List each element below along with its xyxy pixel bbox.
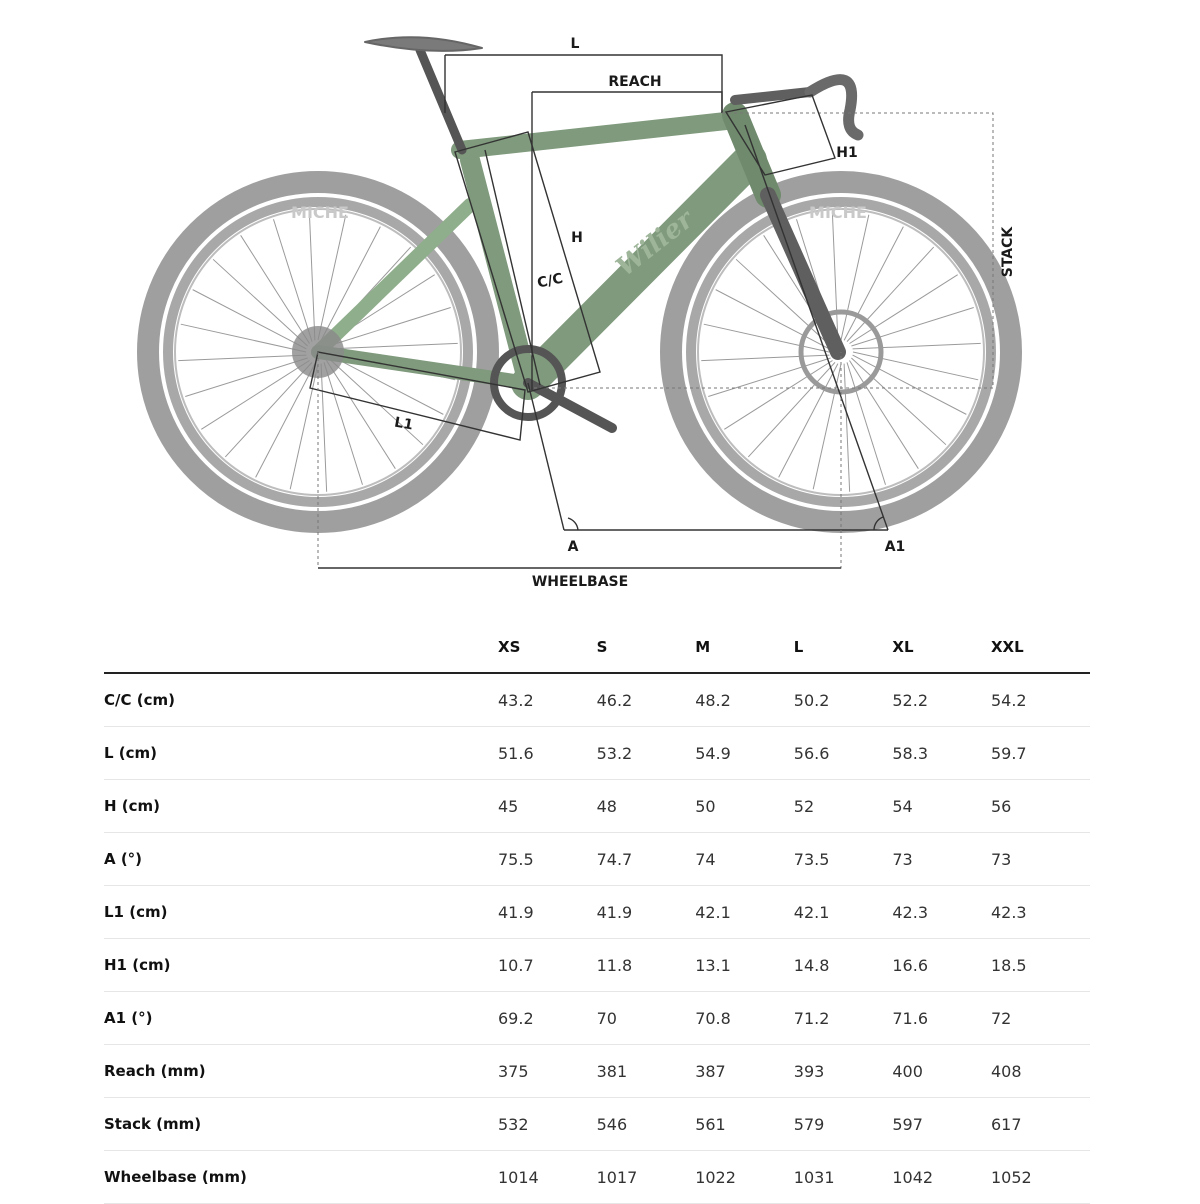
- table-cell: 74.7: [596, 849, 633, 869]
- table-row: [104, 1151, 1090, 1204]
- saddle: [365, 37, 482, 51]
- wheel-spoke: [324, 362, 363, 484]
- frame-brand-logo: Wilier: [610, 204, 700, 283]
- wheel-spoke: [701, 355, 829, 361]
- table-cell: 381: [596, 1061, 628, 1081]
- table-cell: 48.2: [695, 690, 731, 710]
- table-cell: 13.1: [695, 955, 731, 975]
- wheel-spoke: [256, 364, 315, 478]
- header-cell-xs: XS: [498, 638, 521, 656]
- label-a: A: [567, 539, 579, 555]
- row-label: C/C (cm): [104, 691, 175, 709]
- table-cell: 400: [892, 1061, 923, 1081]
- table-cell: 14.8: [793, 955, 830, 975]
- wheel-spoke: [849, 360, 918, 468]
- wheel-spoke: [844, 364, 850, 492]
- table-cell: 56.6: [793, 743, 830, 763]
- wheel-spoke: [309, 212, 315, 340]
- wheel-spoke: [779, 364, 838, 478]
- table-cell: 42.3: [892, 902, 928, 922]
- table-row: [104, 727, 1090, 780]
- table-cell: 42.1: [793, 902, 830, 922]
- table-cell: 597: [892, 1114, 923, 1134]
- label-a1: A1: [884, 539, 906, 555]
- wheel-spoke: [326, 360, 395, 468]
- wheel-spoke: [853, 343, 981, 349]
- row-label: Stack (mm): [104, 1115, 202, 1133]
- table-cell: 52.2: [892, 690, 928, 710]
- header-cell-xl: XL: [892, 638, 914, 656]
- table-cell: 45: [498, 796, 519, 816]
- wheel-spoke: [321, 364, 327, 492]
- wheel-spoke: [181, 324, 306, 352]
- table-row: [104, 674, 1090, 727]
- table-cell: 16.6: [892, 955, 928, 975]
- wheel-spoke: [844, 227, 903, 341]
- wheel-spoke: [241, 235, 310, 343]
- table-cell: 42.3: [990, 902, 1027, 922]
- wheel-spoke: [185, 358, 307, 397]
- wheel-spoke: [225, 362, 312, 457]
- table-cell: 48: [596, 796, 617, 816]
- table-cell: 10.7: [498, 955, 534, 975]
- table-cell: 387: [695, 1061, 726, 1081]
- table-row: [104, 833, 1090, 886]
- table-cell: 71.6: [892, 1008, 928, 1028]
- table-cell: 69.2: [498, 1008, 534, 1028]
- table-row: [104, 1045, 1090, 1098]
- table-cell: 41.9: [596, 902, 633, 922]
- table-cell: 50.2: [793, 690, 830, 710]
- row-label: L1 (cm): [104, 903, 168, 921]
- header-cell-m: M: [695, 638, 711, 656]
- top-tube: [460, 120, 735, 150]
- table-cell: 1052: [990, 1167, 1032, 1187]
- wheel-spoke: [178, 355, 306, 361]
- wheel-spoke: [748, 362, 835, 457]
- angle-a-arc: [568, 518, 578, 530]
- row-label: H (cm): [104, 797, 161, 815]
- crank-arm: [528, 383, 612, 428]
- table-cell: 73: [990, 849, 1012, 869]
- header-cell-l: L: [793, 638, 804, 656]
- label-reach: REACH: [608, 74, 662, 90]
- table-cell: 54.9: [695, 743, 731, 763]
- table-cell: 58.3: [892, 743, 928, 763]
- wheel-spoke: [290, 364, 318, 489]
- table-cell: 54.2: [990, 690, 1027, 710]
- table-cell: 71.2: [793, 1008, 830, 1028]
- table-cell: 546: [596, 1114, 628, 1134]
- wheel-spoke: [330, 343, 458, 349]
- wheel-spoke: [853, 355, 967, 414]
- stem: [735, 92, 810, 100]
- table-cell: 70: [596, 1008, 617, 1028]
- table-cell: 375: [498, 1061, 529, 1081]
- header-cell-s: S: [596, 638, 608, 656]
- table-cell: 393: [793, 1061, 825, 1081]
- row-label: A (°): [104, 850, 143, 868]
- table-row: [104, 939, 1090, 992]
- table-row: [104, 992, 1090, 1045]
- table-cell: 42.1: [695, 902, 731, 922]
- table-cell: 532: [498, 1114, 529, 1134]
- wheel-spoke: [847, 247, 934, 342]
- wheel-spoke: [724, 360, 832, 429]
- label-wheelbase: WHEELBASE: [531, 574, 629, 590]
- table-cell: 73.5: [793, 849, 830, 869]
- table-row: [104, 1098, 1090, 1151]
- row-label: L (cm): [104, 744, 158, 762]
- wheel-spoke: [832, 212, 838, 340]
- wheel-spoke: [193, 290, 307, 349]
- wheel-spoke: [851, 358, 946, 445]
- front-tire-brand: MICHE: [809, 203, 867, 222]
- table-cell: 18.5: [990, 955, 1027, 975]
- table-cell: 408: [990, 1061, 1022, 1081]
- label-stack: STACK: [1000, 226, 1016, 278]
- header-cell-xxl: XXL: [990, 638, 1024, 656]
- table-cell: 46.2: [596, 690, 633, 710]
- geometry-table: [104, 622, 1090, 1204]
- row-label: Wheelbase (mm): [104, 1168, 247, 1186]
- table-cell: 59.7: [990, 743, 1027, 763]
- l-dimension-line: [445, 55, 722, 113]
- label-l1: L1: [393, 414, 415, 434]
- table-cell: 50: [695, 796, 716, 816]
- table-cell: 617: [990, 1114, 1022, 1134]
- table-cell: 54: [892, 796, 913, 816]
- label-l: L: [570, 36, 580, 52]
- wheelbase-line: [318, 352, 841, 568]
- table-cell: 56: [990, 796, 1012, 816]
- table-cell: 74: [695, 849, 716, 869]
- table-row: [104, 886, 1090, 939]
- table-cell: 53.2: [596, 743, 633, 763]
- label-cc: C/C: [535, 270, 565, 292]
- rear-tire-brand: MICHE: [291, 203, 349, 222]
- wheel-spoke: [213, 259, 308, 346]
- table-cell: 41.9: [498, 902, 534, 922]
- table-cell: 43.2: [498, 690, 534, 710]
- wheel-spoke: [273, 219, 312, 341]
- label-h: H: [571, 230, 583, 246]
- table-cell: 1022: [695, 1167, 736, 1187]
- table-cell: 73: [892, 849, 913, 869]
- table-cell: 70.8: [695, 1008, 731, 1028]
- table-cell: 72: [990, 1008, 1012, 1028]
- row-label: Reach (mm): [104, 1062, 206, 1080]
- wheel-spoke: [849, 275, 957, 344]
- row-label: H1 (cm): [104, 956, 171, 974]
- table-cell: 579: [793, 1114, 825, 1134]
- table-body: [104, 674, 1090, 1204]
- table-cell: 11.8: [596, 955, 633, 975]
- table-cell: 75.5: [498, 849, 534, 869]
- table-cell: 1014: [498, 1167, 539, 1187]
- table-cell: 561: [695, 1114, 726, 1134]
- wheel-spoke: [201, 360, 309, 429]
- seat-post: [420, 50, 462, 150]
- table-cell: 1031: [793, 1167, 835, 1187]
- table-header-row: [104, 622, 1090, 674]
- label-h1: H1: [836, 145, 858, 161]
- table-cell: 51.6: [498, 743, 534, 763]
- row-label: A1 (°): [104, 1009, 153, 1027]
- table-cell: 52: [793, 796, 815, 816]
- table-row: [104, 780, 1090, 833]
- table-cell: 1017: [596, 1167, 638, 1187]
- table-cell: 1042: [892, 1167, 934, 1187]
